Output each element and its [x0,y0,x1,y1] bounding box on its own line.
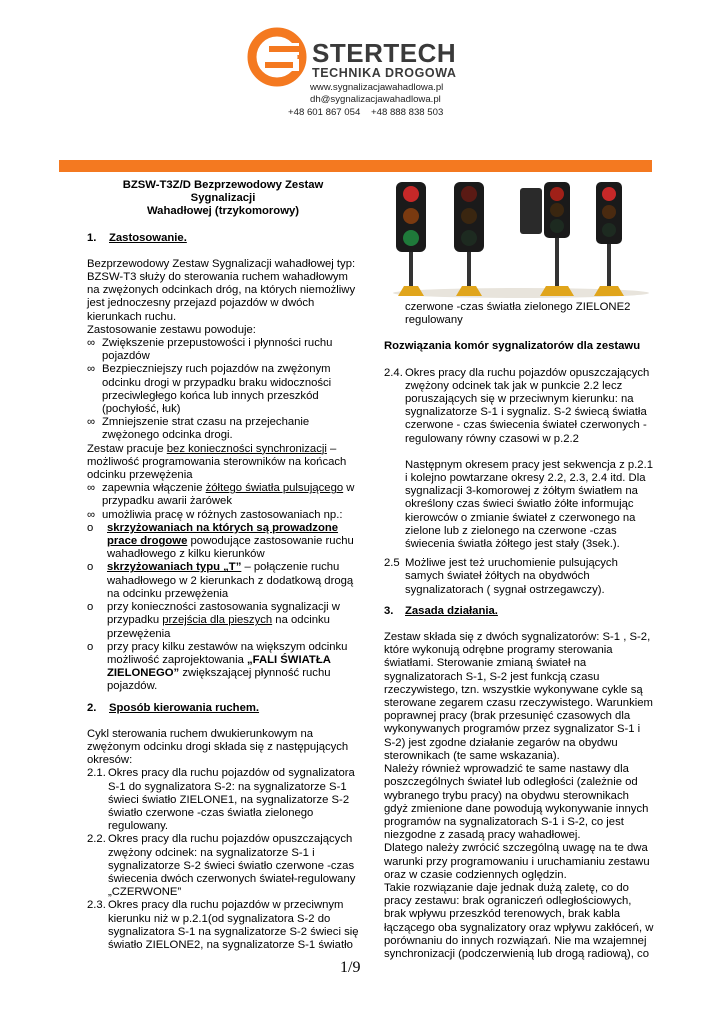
infinity-bullet-icon: ∞ [87,482,96,495]
website-link[interactable]: www.sygnalizacjawahadlowa.pl [310,82,444,93]
list-item [87,899,359,952]
section-1-title: Zastosowanie. [109,231,187,244]
traffic-light-2-icon [454,182,484,296]
traffic-light-4-icon [594,182,624,296]
company-name: STERTECH [312,38,457,68]
item-2-5-number: 2.5 [384,557,400,570]
application-1-bold: skrzyżowaniach na których są prowadzone prace drogowe [107,521,339,548]
section-3-paragraph-2: Należy również wprowadzić te same nastawy dla poszczególnych świateł lub odległości (zależnie od wybranego trybu pracy) na obydwu sterownikach gdyż zmienione dane powodują wykonywanie innych programów na sygnalizatorach S-1 i S-2, co jest niezgodne z zasadą pracy wahadłowej. [384,763,649,842]
title-line-1: BZSW-T3Z/D Bezprzewodowy Zestaw [122,179,324,191]
application-2 [107,561,359,601]
application-1-post: powodujące zastosowanie ruchu wahadłowego z kilku kierunków [107,535,354,561]
use-3: Zmniejszenie strat czasu na przejechanie zwężonego odcinka drogi. [102,416,310,442]
item-2-4-paragraph-2: Następnym okresem pracy jest sekwencja z p.2.1 i kolejno powtarzane okresy 2.2, 2.3, 2.4 itd. Dla sygnalizacji 3-komorowej z żółtym światłem na określony czas świeci światło żółte informując kierowców o zmianie świateł z czerwonego na zielone lub z zielonego na czerwone -czas świecenia światła żółtego jest stały (3sek.). [405,458,654,551]
item-2-3-continuation: czerwone -czas światła zielonego ZIELONE2 regulowany [405,301,631,327]
left-column [87,176,359,952]
section-2-number: 2. [87,701,97,714]
title-line-3: Wahadłowej (trzykomorowy) [146,205,300,218]
list-item [384,557,654,597]
item-2-2-text: Okres pracy dla ruchu pojazdów opuszczających zwężony odcinek: na sygnalizatorze S-1 i sygnalizatorze S-2 świeci światło czerwone -czas świecenia dwóch czerwonych świateł-regulowany „CZERWONE” [108,833,356,899]
feature-1 [102,482,359,508]
chambers-heading: Rozwiązania komór sygnalizatorów dla zestawu [384,340,641,353]
infinity-bullet-icon: ∞ [87,508,96,521]
section-3-paragraph-1: Zestaw składa się z dwóch sygnalizatorów: S-1 , S-2, które wykonują odrębne programy sterowania światłami. Sterowanie zmianą świateł na sygnalizatorach S-1, S-2 jest funkcją czasu rzeczywistego, tzn. wszystkie wykonywane cykle są sterowane zegarem czasu rzeczywistego. Warunkiem poprawnej pracy (brak przesunięć czasowych dla wykonywanych programów przez sygnalizator S-1 i S-2) jest zgodne działanie zegarów na obydwu sterownikach (te same wskazania). [384,631,653,762]
infinity-bullet-icon: ∞ [87,416,96,429]
infinity-bullet-icon: ∞ [87,337,96,350]
application-1 [107,522,359,562]
item-2-1-number: 2.1. [87,767,106,780]
feature-2: umożliwia pracę w różnych zastosowaniach np.: [102,508,343,521]
list-item [87,509,359,522]
feature-1-underlined: żółtego światła pulsującego [205,482,344,495]
section-1-number: 1. [87,231,97,244]
section-3-number: 3. [384,604,394,617]
title-line-2: Sygnalizacji [190,192,256,205]
feature-1-post: w przypadku awarii żarówek [102,482,355,508]
phone-2: +48 888 838 503 [371,107,444,118]
section-3-heading [384,605,654,618]
item-2-5-text: Możliwe jest też uruchomienie pulsujących samych świateł żółtych na obydwóch sygnalizatorach ( sygnał ostrzegawczy). [405,557,618,596]
infinity-bullet-icon: ∞ [87,363,96,376]
section-3-paragraph-4: Takie rozwiązanie daje jednak dużą zaletę, co do pracy zestawu: brak ograniczeń odległościowych, brak wpływu przeszkód terenowych, brak kabla łączącego oba sygnalizatory oraz wpływu zakłóceń, w porównaniu do innych rozwiązań. Nie ma wzajemnej synchronizacji (podczerwienią lub drogą radiową), co [384,881,654,960]
application-4-post: zwiększającej płynność ruchu pojazdów. [107,667,331,693]
traffic-light-1-icon [396,182,426,296]
item-2-4-number: 2.4. [384,366,403,379]
works-underlined: bez konieczności synchronizacji [166,442,327,455]
list-item [384,367,654,446]
section-3-title: Zasada działania. [405,604,498,617]
stertech-logo-icon [246,26,308,88]
uses-label: Zastosowanie zestawu powoduje: [87,323,256,336]
list-item [87,601,359,641]
application-4-bold: „FALI ŚWIATŁA ZIELONEGO” [107,653,331,680]
application-3 [107,601,359,641]
section-1-intro: Bezprzewodowy Zestaw Sygnalizacji wahadłowej typ: BZSW-T3 służy do sterowania ruchem wahadłowym na zwężonych odcinkach dróg, na których niemożliwy jest jednoczesny przejazd pojazdów w dwóch kierunkach ruchu. [87,257,356,323]
section-3-paragraph-3: Dlatego należy zwrócić szczególną uwagę na te dwa warunki przy programowaniu i uruchamianiu zestawu oraz w czasie codziennych oględzin. [384,842,650,881]
header-divider [59,160,652,172]
list-item [87,767,359,833]
use-1: Zwiększenie przepustowości i płynności ruchu pojazdów [102,337,333,363]
traffic-light-3-icon [520,182,574,296]
list-item [87,641,359,694]
item-2-2-number: 2.2. [87,833,106,846]
item-2-4-text: Okres pracy dla ruchu pojazdów opuszczających zwężony odcinek tak jak w punkcie 2.2 lecz poruszających się w przeciwnym kierunku: na sygnalizatorze S-1 i sygnaliz. S-2 świecą światła czerwone - czas świecenia świateł czerwonych - regulowany równy czasowi w p.2.2 [405,366,650,445]
circle-bullet-icon: o [87,640,94,653]
application-2-bold: skrzyżowaniach typu „T” [107,561,242,574]
circle-bullet-icon: o [87,601,94,614]
company-subtitle: TECHNIKA DROGOWA [312,66,457,80]
works-pre: Zestaw pracuje [87,442,167,455]
application-3-pre: przy konieczności zastosowania sygnalizacji w przypadku [107,601,340,627]
feature-1-pre: zapewnia włączenie [102,482,206,495]
item-2-3-text: Okres pracy dla ruchu pojazdów w przeciwnym kierunku niż w p.2.1(od sygnalizatora S-2 do sygnalizatora S-1 na sygnalizatorze S-2 świeci się światło ZIELONE2, na sygnalizatorze S-1 światło [108,899,359,951]
list-item [87,416,359,442]
list-item [87,561,359,601]
traffic-lights-photo [388,178,654,300]
page-number: 1/9 [340,959,361,976]
section-2-title: Sposób kierowania ruchem. [109,701,260,714]
item-2-3-number: 2.3. [87,899,106,912]
circle-bullet-icon: o [87,561,94,574]
list-item [87,833,359,899]
use-2: Bezpieczniejszy ruch pojazdów na zwężonym odcinku drogi w przypadku braku widoczności przeciwległego końca lub innych przeszkód (pochyłość, łuk) [102,363,332,416]
list-item [87,363,359,416]
section-2-intro: Cykl sterowania ruchem dwukierunkowym na zwężonym odcinku drogi składa się z następujących okresów: [87,727,349,767]
list-item [87,482,359,508]
application-3-underlined: przejścia dla pieszych [162,614,273,627]
application-4 [107,641,359,694]
document-title [87,179,359,219]
item-2-1-text: Okres pracy dla ruchu pojazdów od sygnalizatora S-1 do sygnalizatora S-2: na sygnalizatorze S-1 świeci światło ZIELONE1, na sygnalizatorze S-2 światło czerwone -czas światła zielonego regulowany. [108,767,355,833]
application-3-post: na odcinku przewężenia [107,614,330,640]
application-2-post: – połączenie ruchu wahadłowego w 2 kierunkach z dodatkową drogą na odcinku przewężenia [107,561,354,600]
works-paragraph [87,443,359,483]
list-item [87,522,359,562]
section-2-heading [87,702,359,715]
section-1-heading [87,232,359,245]
application-4-pre: przy pracy kilku zestawów na większym odcinku możliwość zaprojektowania [107,640,348,666]
email-link[interactable]: dh@sygnalizacjawahadlowa.pl [310,94,441,105]
circle-bullet-icon: o [87,521,94,534]
right-column [384,301,654,961]
list-item [87,337,359,363]
phone-1: +48 601 867 054 [288,107,361,118]
works-post: – możliwość programowania sterowników na końcach odcinku przewężenia [87,442,347,482]
